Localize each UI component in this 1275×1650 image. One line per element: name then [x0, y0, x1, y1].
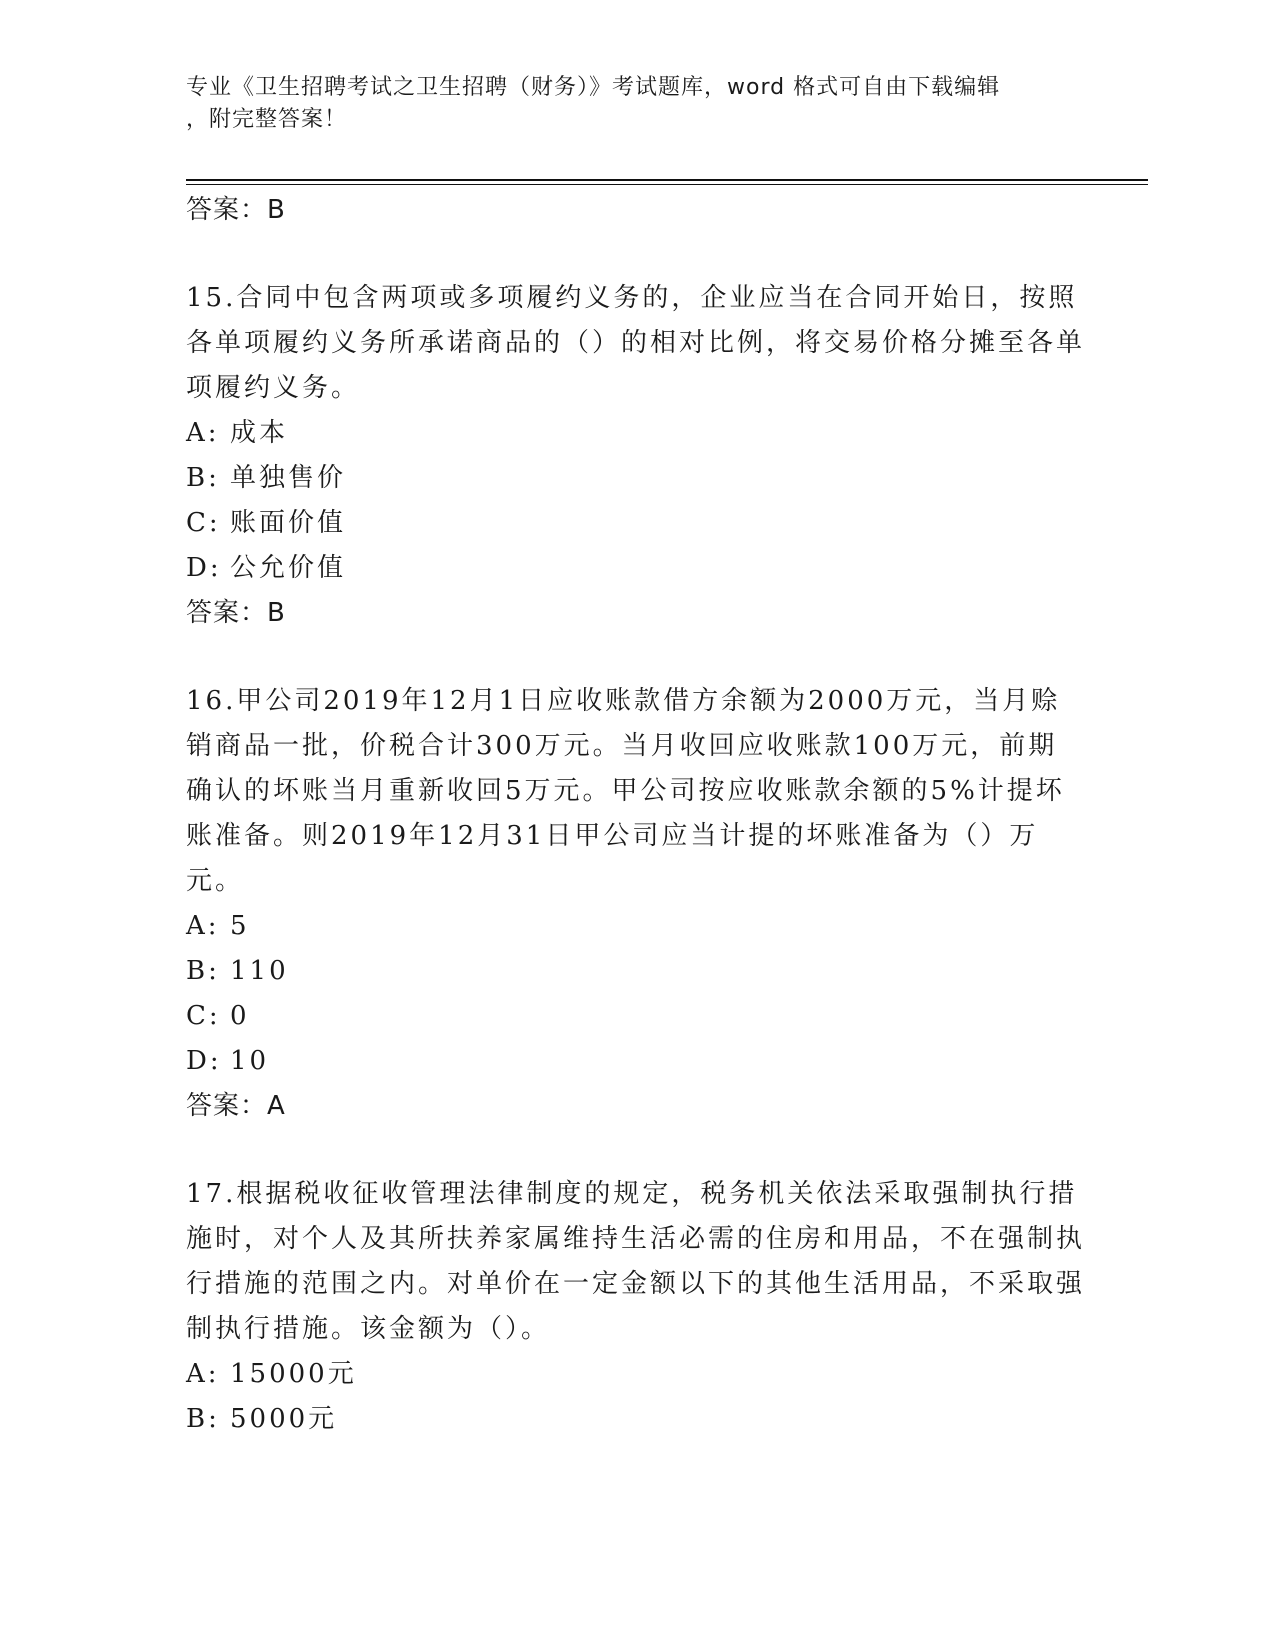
option-label: D:: [186, 1046, 222, 1076]
answer-line: 答案：B: [186, 195, 286, 225]
option-text: 成本: [230, 418, 289, 448]
option-b: [186, 456, 1086, 501]
page-header: [186, 72, 1066, 136]
option-b: [186, 949, 1086, 994]
header-rule-thin: [186, 184, 1148, 185]
header-line-2: ，附完整答案！: [186, 107, 348, 132]
question-block: [186, 276, 1086, 635]
option-label: B:: [186, 1404, 220, 1434]
option-d: [186, 1039, 1086, 1084]
option-text: 0: [230, 1001, 250, 1031]
option-d: [186, 546, 1086, 591]
option-text: 公允价值: [230, 553, 347, 583]
option-text: 10: [230, 1046, 270, 1076]
option-c: [186, 501, 1086, 546]
question-text: 15.合同中包含两项或多项履约义务的，企业应当在合同开始日，按照各单项履约义务所承诺商品的（）的相对比例，将交易价格分摊至各单项履约义务。: [186, 283, 1086, 403]
question-block: [186, 1172, 1086, 1442]
answer-line: 答案：A: [186, 1091, 286, 1121]
option-text: 5: [230, 911, 250, 941]
option-text: 账面价值: [230, 508, 347, 538]
option-text: 110: [230, 956, 289, 986]
question-block: [186, 679, 1086, 1128]
option-label: A:: [186, 418, 220, 448]
option-label: B:: [186, 463, 220, 493]
option-text: 5000元: [230, 1404, 338, 1434]
option-a: [186, 904, 1086, 949]
option-b: [186, 1397, 1086, 1442]
option-a: [186, 1352, 1086, 1397]
option-label: C:: [186, 1001, 221, 1031]
question-list: [186, 188, 1086, 1442]
option-text: 单独售价: [230, 463, 347, 493]
question-text: 16.甲公司2019年12月1日应收账款借方余额为2000万元，当月赊销商品一批，价税合计300万元。当月收回应收账款100万元，前期确认的坏账当月重新收回5万元。甲公司按应收账款余额的5%计提坏账准备。则2019年12月31日甲公司应当计提的坏账准备为（）万元。: [186, 686, 1065, 896]
option-label: B:: [186, 956, 220, 986]
question-text: 17.根据税收征收管理法律制度的规定，税务机关依法采取强制执行措施时，对个人及其所扶养家属维持生活必需的住房和用品，不在强制执行措施的范围之内。对单价在一定金额以下的其他生活用品，不采取强制执行措施。该金额为（）。: [186, 1179, 1086, 1344]
option-c: [186, 994, 1086, 1039]
option-a: [186, 411, 1086, 456]
answer-line: 答案：B: [186, 598, 286, 628]
header-line-1: 专业《卫生招聘考试之卫生招聘（财务）》考试题库，word 格式可自由下载编辑: [186, 75, 1001, 100]
option-text: 15000元: [230, 1359, 357, 1389]
option-label: D:: [186, 553, 222, 583]
option-label: A:: [186, 1359, 220, 1389]
option-label: A:: [186, 911, 220, 941]
header-rule-thick: [186, 179, 1148, 181]
option-label: C:: [186, 508, 221, 538]
